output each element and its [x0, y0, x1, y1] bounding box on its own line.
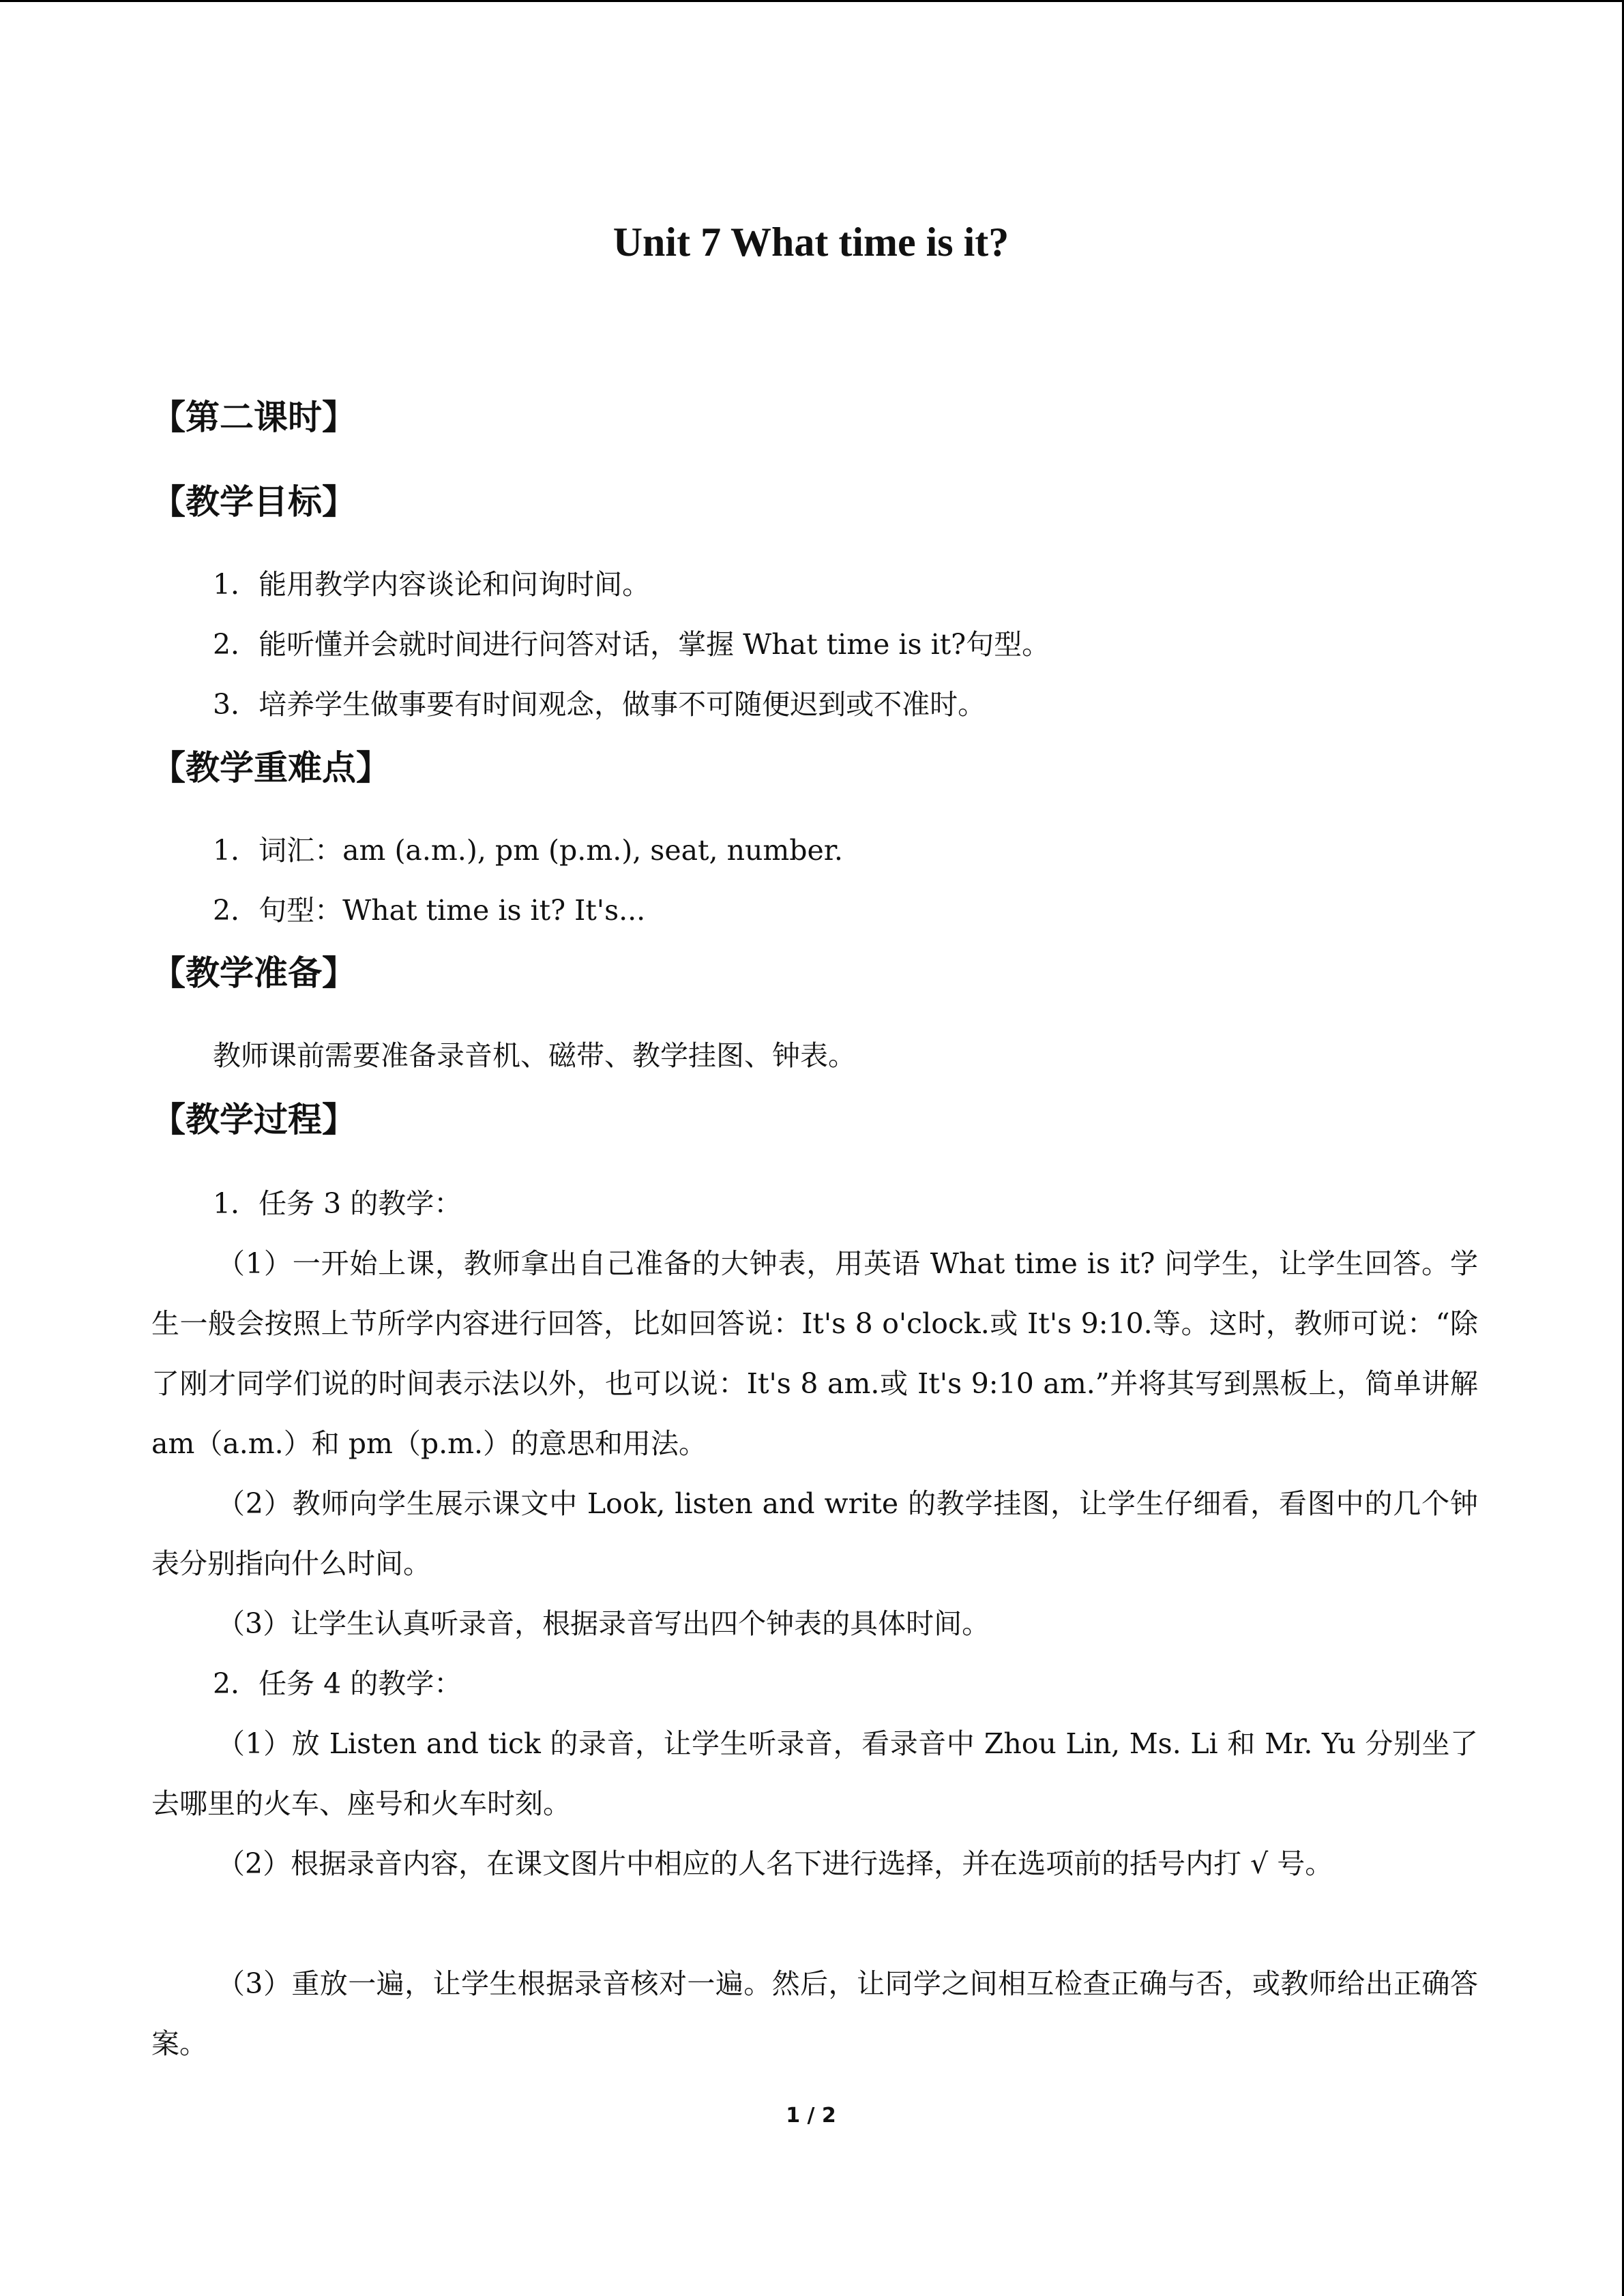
task3-title: 1．任务 3 的教学： [213, 1187, 462, 1220]
task4-paragraph-1: （1）放 Listen and tick 的录音，让学生听录音，看录音中 Zhou Lin, Ms. Li 和 Mr. Yu 分别坐了去哪里的火车、座号和火车时刻。 [151, 1727, 1478, 1820]
process-heading: 【教学过程】 [151, 1100, 356, 1139]
document-title: Unit 7 What time is it? [612, 220, 1009, 265]
lesson-heading: 【第二课时】 [151, 398, 356, 437]
task3-paragraph-2: （2）教师向学生展示课文中 Look, listen and write 的教学挂图，让学生仔细看，看图中的几个钟表分别指向什么时间。 [151, 1487, 1478, 1580]
objective-item: 1．能用教学内容谈论和问询时间。 [213, 568, 651, 601]
task4-paragraph-2: （2）根据录音内容，在课文图片中相应的人名下进行选择，并在选项前的括号内打 √ 号。 [217, 1847, 1333, 1880]
prep-heading: 【教学准备】 [151, 953, 356, 993]
keypoint-item: 2．句型：What time is it? It's... [213, 894, 646, 927]
objective-item: 2．能听懂并会就时间进行问答对话，掌握 What time is it?句型。 [213, 628, 1050, 661]
task3-paragraph-1: （1）一开始上课，教师拿出自己准备的大钟表，用英语 What time is it? 问学生，让学生回答。学生一般会按照上节所学内容进行回答，比如回答说：It's 8 o'clock.或 It's 9:10.等。这时，教师可说：“除了刚才同学们说的时间表示法以外，也可以说：It's 8 am.或 It's 9:10 am.”并将其写到黑板上，简单讲解 am（a.m.）和 pm（p.m.）的意思和用法。 [151, 1247, 1478, 1460]
task4-paragraph-3: （3）重放一遍，让学生根据录音核对一遍。然后，让同学之间相互检查正确与否，或教师给出正确答案。 [151, 1967, 1478, 2060]
objective-item: 3．培养学生做事要有时间观念，做事不可随便迟到或不准时。 [213, 688, 986, 721]
objectives-heading: 【教学目标】 [151, 482, 356, 522]
keypoints-heading: 【教学重难点】 [151, 748, 390, 788]
keypoint-item: 1．词汇：am (a.m.), pm (p.m.), seat, number. [213, 834, 843, 867]
prep-text: 教师课前需要准备录音机、磁带、教学挂图、钟表。 [213, 1039, 856, 1072]
page-number: 1 / 2 [786, 2104, 836, 2128]
task4-title: 2．任务 4 的教学： [213, 1667, 462, 1700]
task3-paragraph-3: （3）让学生认真听录音，根据录音写出四个钟表的具体时间。 [217, 1607, 990, 1640]
